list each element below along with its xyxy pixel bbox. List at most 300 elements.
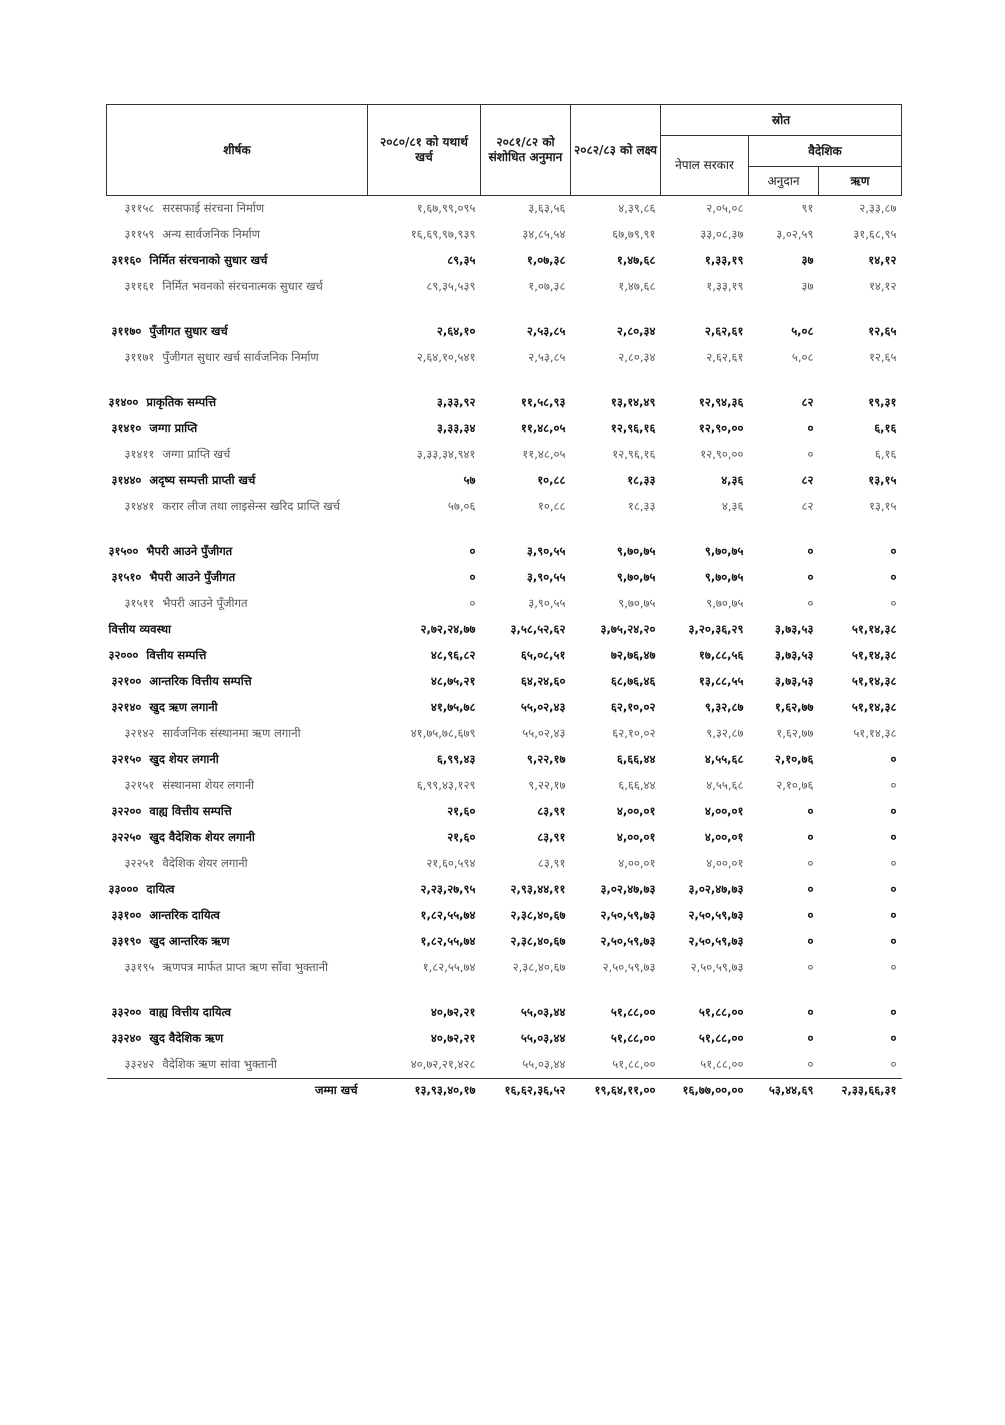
row-code: ३१४४० bbox=[111, 473, 142, 487]
row-code: ३३००० bbox=[108, 882, 139, 896]
cell-foreign-grant: १,६२,७७ bbox=[774, 700, 814, 714]
cell-target: ६८,७६,४६ bbox=[610, 674, 656, 688]
cell-revised-estimate: ३,५८,५२,६२ bbox=[510, 622, 566, 636]
cell-foreign-grant: ० bbox=[807, 804, 814, 818]
cell-foreign-grant: ० bbox=[807, 830, 814, 844]
cell-nepal-government: २,५०,५९,७३ bbox=[690, 960, 744, 974]
cell-target: १,४७,६८ bbox=[618, 279, 656, 293]
cell-foreign-grant: ० bbox=[807, 882, 814, 896]
cell-foreign-grant: ० bbox=[807, 421, 814, 435]
table-row bbox=[107, 721, 902, 747]
table-row bbox=[107, 955, 902, 1000]
cell-revised-estimate: ११,४८,०५ bbox=[522, 447, 566, 461]
cell-nepal-government: ५१,८८,०० bbox=[700, 1057, 744, 1071]
row-heading bbox=[107, 721, 368, 747]
cell-target: ९,७०,७५ bbox=[616, 544, 656, 558]
cell-target: ४,००,०१ bbox=[616, 830, 656, 844]
row-title: पुँजीगत सुधार खर्च bbox=[149, 324, 228, 338]
cell-revised-estimate: ५५,०२,४३ bbox=[522, 726, 566, 740]
table-row bbox=[107, 345, 902, 390]
cell-nepal-government: १,३३,१९ bbox=[706, 279, 744, 293]
cell-nepal-government: ९,७०,७५ bbox=[706, 596, 744, 610]
cell-actual-expense: २१,६०,५९४ bbox=[426, 856, 476, 870]
cell-actual-expense: ४८,७५,२१ bbox=[430, 674, 476, 688]
cell-target: ४,००,०१ bbox=[616, 804, 656, 818]
cell-revised-estimate: २,३८,४०,६७ bbox=[512, 960, 566, 974]
table-row bbox=[107, 442, 902, 468]
cell-actual-expense: ४१,७५,७८ bbox=[430, 700, 476, 714]
cell-nepal-government: २,६२,६१ bbox=[704, 324, 744, 338]
cell-revised-estimate: ३,९०,५५ bbox=[528, 596, 566, 610]
table-row bbox=[107, 669, 902, 695]
row-code: ३२२५० bbox=[111, 830, 142, 844]
cell-target: ७२,७६,४७ bbox=[610, 648, 656, 662]
cell-target: ५१,८८,०० bbox=[612, 1057, 656, 1071]
cell-foreign-grant: ३७ bbox=[801, 279, 814, 293]
table-row bbox=[107, 617, 902, 643]
row-code: ३१५१० bbox=[111, 570, 142, 584]
row-heading bbox=[107, 851, 368, 877]
row-heading bbox=[107, 825, 368, 851]
cell-target: ६,६६,४४ bbox=[618, 778, 656, 792]
cell-foreign-loan: ० bbox=[890, 1005, 897, 1019]
cell-foreign-loan: १३,१५ bbox=[868, 499, 897, 513]
row-heading bbox=[107, 494, 368, 539]
cell-target: २,५०,५९,७३ bbox=[602, 960, 656, 974]
table-row bbox=[107, 494, 902, 539]
cell-foreign-loan: १४,१२ bbox=[868, 253, 897, 267]
cell-target: ९,७०,७५ bbox=[618, 596, 656, 610]
table-row bbox=[107, 773, 902, 799]
table-row bbox=[107, 877, 902, 903]
row-heading bbox=[107, 248, 368, 274]
cell-nepal-government: ४,३६ bbox=[721, 499, 744, 513]
table-row bbox=[107, 643, 902, 669]
row-heading bbox=[107, 1000, 368, 1026]
table-row bbox=[107, 591, 902, 617]
row-code: ३२१५० bbox=[111, 752, 142, 766]
cell-target: २,५०,५९,७३ bbox=[600, 908, 656, 922]
row-heading bbox=[107, 345, 368, 390]
row-code: ३११६१ bbox=[124, 279, 155, 293]
cell-foreign-loan: ० bbox=[890, 752, 897, 766]
cell-revised-estimate: २,३८,४०,६७ bbox=[510, 934, 566, 948]
cell-foreign-loan: ५१,१४,३८ bbox=[853, 726, 897, 740]
cell-foreign-grant: ० bbox=[807, 544, 814, 558]
cell-nepal-government: १२,९०,०० bbox=[700, 447, 744, 461]
cell-revised-estimate: ३,९०,५५ bbox=[526, 570, 566, 584]
row-title: वित्तीय व्यवस्था bbox=[108, 622, 172, 636]
header-grant: अनुदान bbox=[749, 167, 819, 196]
row-heading bbox=[107, 274, 368, 319]
row-heading bbox=[107, 390, 368, 416]
cell-foreign-grant: ९१ bbox=[801, 201, 814, 215]
cell-foreign-loan: ६,१६ bbox=[874, 421, 897, 435]
row-code: ३२१४० bbox=[111, 700, 142, 714]
cell-actual-expense: ३,३३,९२ bbox=[436, 395, 476, 409]
table-row bbox=[107, 695, 902, 721]
cell-foreign-grant: ० bbox=[807, 960, 814, 974]
cell-revised-estimate: ३४,८५,५४ bbox=[522, 227, 566, 241]
header-loan: ऋण bbox=[819, 167, 902, 196]
row-code: ३१४४१ bbox=[124, 499, 155, 513]
row-heading bbox=[107, 955, 368, 1000]
total-target: १९,६४,११,०० bbox=[571, 1079, 661, 1105]
row-heading bbox=[107, 643, 368, 669]
row-heading bbox=[107, 669, 368, 695]
cell-target: १३,१४,४९ bbox=[610, 395, 656, 409]
cell-foreign-loan: १२,६५ bbox=[868, 324, 897, 338]
cell-foreign-loan: २,३३,८७ bbox=[859, 201, 897, 215]
cell-foreign-loan: ५१,१४,३८ bbox=[851, 700, 897, 714]
row-title: निर्मित भवनको संरचनात्मक सुधार खर्च bbox=[162, 279, 323, 293]
cell-nepal-government: ४,००,०१ bbox=[704, 830, 744, 844]
row-heading bbox=[107, 319, 368, 345]
cell-foreign-loan: ५१,१४,३८ bbox=[851, 622, 897, 636]
cell-foreign-grant: ० bbox=[807, 447, 814, 461]
cell-foreign-loan: ५१,१४,३८ bbox=[851, 648, 897, 662]
cell-foreign-grant: ० bbox=[807, 1057, 814, 1071]
cell-target: १२,९६,१६ bbox=[612, 447, 656, 461]
cell-actual-expense: ८९,३५,५३९ bbox=[426, 279, 476, 293]
row-heading bbox=[107, 799, 368, 825]
cell-revised-estimate: ११,४८,०५ bbox=[520, 421, 566, 435]
cell-nepal-government: २,०५,०८ bbox=[706, 201, 744, 215]
cell-actual-expense: १,८२,५५,७४ bbox=[420, 934, 476, 948]
cell-revised-estimate: ३,६३,५६ bbox=[528, 201, 566, 215]
total-actual-expense: १३,९३,४०,१७ bbox=[368, 1079, 481, 1105]
table-row bbox=[107, 929, 902, 955]
cell-foreign-loan: १३,१५ bbox=[868, 473, 897, 487]
cell-nepal-government: ४,५५,६८ bbox=[704, 752, 744, 766]
cell-foreign-grant: ० bbox=[807, 596, 814, 610]
cell-nepal-government: २,५०,५९,७३ bbox=[688, 908, 744, 922]
row-title: जग्गा प्राप्ति bbox=[149, 421, 198, 435]
cell-nepal-government: ९,७०,७५ bbox=[704, 570, 744, 584]
cell-actual-expense: ० bbox=[469, 570, 476, 584]
cell-actual-expense: ५७,०६ bbox=[447, 499, 476, 513]
cell-nepal-government: ४,००,०१ bbox=[704, 804, 744, 818]
row-heading bbox=[107, 695, 368, 721]
cell-revised-estimate: ८३,९१ bbox=[537, 830, 566, 844]
cell-revised-estimate: १०,८८ bbox=[537, 499, 566, 513]
cell-actual-expense: ३,३३,३४ bbox=[436, 421, 476, 435]
cell-foreign-grant: ५,०८ bbox=[791, 324, 814, 338]
cell-foreign-grant: ० bbox=[807, 908, 814, 922]
row-title: खुद वैदेशिक ऋण bbox=[149, 1031, 224, 1045]
cell-foreign-loan: ६,१६ bbox=[874, 447, 897, 461]
row-title: खुद आन्तरिक ऋण bbox=[149, 934, 230, 948]
row-title: दायित्व bbox=[146, 882, 175, 896]
cell-actual-expense: ८९,३५ bbox=[447, 253, 476, 267]
row-title: भैपरी आउने पुँजीगत bbox=[149, 570, 236, 584]
table-row bbox=[107, 799, 902, 825]
table-row bbox=[107, 1026, 902, 1052]
row-code: ३३२४२ bbox=[124, 1057, 155, 1071]
cell-revised-estimate: २,५३,८५ bbox=[528, 350, 566, 364]
cell-actual-expense: २,७२,२४,७७ bbox=[420, 622, 476, 636]
row-heading bbox=[107, 591, 368, 617]
row-code: ३१५०० bbox=[108, 544, 139, 558]
table-row bbox=[107, 1052, 902, 1079]
cell-target: ६७,७९,९१ bbox=[612, 227, 656, 241]
cell-revised-estimate: १०,८८ bbox=[537, 473, 566, 487]
header-foreign: वैदेशिक bbox=[749, 136, 902, 167]
row-heading bbox=[107, 747, 368, 773]
cell-actual-expense: २१,६० bbox=[447, 830, 476, 844]
row-title: भैपरी आउने पुँजीगत bbox=[146, 544, 233, 558]
cell-nepal-government: १२,९०,०० bbox=[698, 421, 744, 435]
cell-target: २,८०,३४ bbox=[616, 324, 656, 338]
row-code: ३२१०० bbox=[111, 674, 142, 688]
row-title: संस्थानमा शेयर लगानी bbox=[162, 778, 255, 792]
cell-nepal-government: २,६२,६१ bbox=[706, 350, 744, 364]
cell-nepal-government: ४,००,०१ bbox=[706, 856, 744, 870]
row-title: सरसफाई संरचना निर्माण bbox=[162, 201, 265, 215]
cell-nepal-government: ३,२०,३६,२९ bbox=[688, 622, 744, 636]
table-row bbox=[107, 222, 902, 248]
cell-revised-estimate: १,०७,३८ bbox=[528, 279, 566, 293]
total-foreign-grant: ५३,४४,६९ bbox=[749, 1079, 819, 1105]
cell-target: २,५०,५९,७३ bbox=[600, 934, 656, 948]
row-heading bbox=[107, 222, 368, 248]
cell-target: १८,३३ bbox=[627, 499, 656, 513]
cell-nepal-government: ५१,८८,०० bbox=[698, 1005, 744, 1019]
cell-actual-expense: ४१,७५,७८,६७९ bbox=[410, 726, 476, 740]
cell-revised-estimate: ८३,९१ bbox=[537, 856, 566, 870]
cell-foreign-grant: ० bbox=[807, 1005, 814, 1019]
cell-foreign-grant: ८२ bbox=[801, 499, 814, 513]
cell-target: ४,३९,८६ bbox=[618, 201, 656, 215]
cell-revised-estimate: १,०७,३८ bbox=[526, 253, 566, 267]
cell-target: ६२,१०,०२ bbox=[610, 700, 656, 714]
cell-foreign-loan: ० bbox=[890, 856, 897, 870]
row-title: पुँजीगत सुधार खर्च सार्वजनिक निर्माण bbox=[162, 350, 319, 364]
row-code: ३११७१ bbox=[124, 350, 155, 364]
cell-actual-expense: २,६४,१० bbox=[436, 324, 476, 338]
cell-foreign-loan: ० bbox=[890, 1031, 897, 1045]
row-code: ३२१५१ bbox=[124, 778, 155, 792]
cell-foreign-loan: ० bbox=[890, 596, 897, 610]
cell-actual-expense: २,६४,१०,५४१ bbox=[416, 350, 476, 364]
cell-actual-expense: ४०,७२,२१,४२८ bbox=[410, 1057, 476, 1071]
cell-foreign-loan: ३१,६८,९५ bbox=[853, 227, 897, 241]
total-revised-estimate: १६,६२,३६,५२ bbox=[481, 1079, 571, 1105]
cell-nepal-government: ३,०२,४७,७३ bbox=[688, 882, 744, 896]
cell-revised-estimate: ५५,०२,४३ bbox=[520, 700, 566, 714]
table-row bbox=[107, 825, 902, 851]
row-code: ३११५८ bbox=[124, 201, 155, 215]
cell-foreign-loan: १४,१२ bbox=[868, 279, 897, 293]
cell-actual-expense: २,२३,२७,९५ bbox=[420, 882, 476, 896]
row-code: ३११७० bbox=[111, 324, 142, 338]
table-row bbox=[107, 539, 902, 565]
row-heading bbox=[107, 1052, 368, 1079]
row-title: निर्मित संरचनाको सुधार खर्च bbox=[149, 253, 268, 267]
cell-revised-estimate: ३,९०,५५ bbox=[526, 544, 566, 558]
cell-nepal-government: १३,८८,५५ bbox=[698, 674, 744, 688]
row-title: आन्तरिक वित्तीय सम्पत्ति bbox=[149, 674, 252, 688]
cell-foreign-grant: ३,७३,५३ bbox=[774, 648, 814, 662]
cell-revised-estimate: २,९३,४४,११ bbox=[510, 882, 566, 896]
cell-actual-expense: १६,६९,९७,९३९ bbox=[410, 227, 476, 241]
cell-target: ४,००,०१ bbox=[618, 856, 656, 870]
row-code: ३१४१० bbox=[111, 421, 142, 435]
table-row bbox=[107, 903, 902, 929]
row-code: ३१४०० bbox=[108, 395, 139, 409]
cell-foreign-grant: ३,०२,५९ bbox=[776, 227, 814, 241]
cell-revised-estimate: ५५,०३,४४ bbox=[520, 1031, 566, 1045]
cell-actual-expense: २१,६० bbox=[447, 804, 476, 818]
row-code: ३३१९० bbox=[111, 934, 142, 948]
cell-actual-expense: ६,९९,४३,१२९ bbox=[416, 778, 476, 792]
table-body bbox=[107, 196, 902, 1105]
cell-revised-estimate: ६४,२४,६० bbox=[520, 674, 566, 688]
table-row bbox=[107, 196, 902, 223]
row-code: ३११५९ bbox=[124, 227, 155, 241]
cell-foreign-loan: ० bbox=[890, 544, 897, 558]
row-title: वाह्य वित्तीय सम्पत्ति bbox=[149, 804, 232, 818]
cell-actual-expense: ४८,९६,८२ bbox=[430, 648, 476, 662]
budget-table bbox=[106, 104, 902, 1104]
cell-foreign-grant: ० bbox=[807, 1031, 814, 1045]
cell-foreign-loan: ० bbox=[890, 570, 897, 584]
table-row bbox=[107, 248, 902, 274]
cell-target: ३,७५,२४,२० bbox=[600, 622, 656, 636]
cell-foreign-grant: ० bbox=[807, 570, 814, 584]
cell-revised-estimate: २,३८,४०,६७ bbox=[510, 908, 566, 922]
row-heading bbox=[107, 877, 368, 903]
table-header bbox=[107, 105, 902, 196]
row-heading bbox=[107, 773, 368, 799]
cell-nepal-government: १२,९४,३६ bbox=[698, 395, 744, 409]
header-nepal-government: नेपाल सरकार bbox=[661, 136, 749, 196]
cell-foreign-loan: ० bbox=[890, 1057, 897, 1071]
header-actual-expense: २०८०/८१ को यथार्थ खर्च bbox=[368, 105, 481, 196]
row-title: वैदेशिक शेयर लगानी bbox=[162, 856, 248, 870]
cell-actual-expense: ० bbox=[469, 544, 476, 558]
table-row bbox=[107, 851, 902, 877]
row-title: अदृष्य सम्पत्ती प्राप्ती खर्च bbox=[149, 473, 256, 487]
row-title: खुद ऋण लगानी bbox=[149, 700, 218, 714]
cell-actual-expense: १,८२,५५,७४ bbox=[420, 908, 476, 922]
cell-nepal-government: ५१,८८,०० bbox=[698, 1031, 744, 1045]
row-code: ३२२५१ bbox=[124, 856, 155, 870]
row-title: भैपरी आउने पूँजीगत bbox=[162, 596, 248, 610]
cell-foreign-grant: १,६२,७७ bbox=[776, 726, 814, 740]
cell-actual-expense: ३,३३,३४,९४१ bbox=[416, 447, 476, 461]
total-nepal-government: १६,७७,००,०० bbox=[661, 1079, 749, 1105]
row-heading bbox=[107, 196, 368, 223]
header-target: २०८२/८३ को लक्ष्य bbox=[571, 105, 661, 196]
cell-foreign-loan: ० bbox=[890, 934, 897, 948]
header-revised-estimate: २०८१/८२ को संशोधित अनुमान bbox=[481, 105, 571, 196]
row-title: खुद शेयर लगानी bbox=[149, 752, 219, 766]
cell-nepal-government: ९,७०,७५ bbox=[704, 544, 744, 558]
row-heading bbox=[107, 929, 368, 955]
cell-foreign-grant: ३७ bbox=[801, 253, 814, 267]
row-title: वित्तीय सम्पत्ति bbox=[146, 648, 207, 662]
row-title: करार लीज तथा लाइसेन्स खरिद प्राप्ति खर्च bbox=[162, 499, 340, 513]
row-heading bbox=[107, 565, 368, 591]
cell-foreign-grant: ३,७३,५३ bbox=[774, 622, 814, 636]
row-heading bbox=[107, 617, 368, 643]
row-title: ऋणपत्र मार्फत प्राप्त ऋण साँवा भुक्तानी bbox=[162, 960, 328, 974]
cell-foreign-grant: ५,०८ bbox=[791, 350, 814, 364]
row-title: प्राकृतिक सम्पत्ति bbox=[146, 395, 217, 409]
cell-revised-estimate: ५५,०३,४४ bbox=[520, 1005, 566, 1019]
cell-foreign-grant: २,१०,७६ bbox=[776, 778, 814, 792]
cell-foreign-loan: ० bbox=[890, 804, 897, 818]
row-code: ३३१९५ bbox=[124, 960, 155, 974]
cell-actual-expense: १,६७,९९,०९५ bbox=[416, 201, 476, 215]
cell-foreign-grant: २,१०,७६ bbox=[774, 752, 814, 766]
row-code: ३२००० bbox=[108, 648, 139, 662]
row-code: ३१४११ bbox=[124, 447, 155, 461]
cell-nepal-government: १,३३,१९ bbox=[704, 253, 744, 267]
cell-revised-estimate: ९,२२,१७ bbox=[526, 752, 566, 766]
table-row bbox=[107, 747, 902, 773]
cell-nepal-government: ४,३६ bbox=[721, 473, 744, 487]
row-title: जग्गा प्राप्ति खर्च bbox=[162, 447, 231, 461]
cell-revised-estimate: २,५३,८५ bbox=[526, 324, 566, 338]
cell-foreign-loan: ० bbox=[890, 830, 897, 844]
row-code: ३३१०० bbox=[111, 908, 142, 922]
cell-actual-expense: ५७ bbox=[463, 473, 476, 487]
cell-actual-expense: ४०,७२,२१ bbox=[430, 1031, 476, 1045]
row-title: अन्य सार्वजनिक निर्माण bbox=[162, 227, 260, 241]
total-label: जम्मा खर्च bbox=[107, 1079, 368, 1105]
cell-foreign-loan: १९,३१ bbox=[868, 395, 897, 409]
row-code: ३३२४० bbox=[111, 1031, 142, 1045]
row-title: आन्तरिक दायित्व bbox=[149, 908, 220, 922]
cell-actual-expense: ० bbox=[469, 596, 476, 610]
cell-foreign-loan: ५१,१४,३८ bbox=[851, 674, 897, 688]
cell-foreign-loan: ० bbox=[890, 960, 897, 974]
cell-revised-estimate: ८३,९१ bbox=[537, 804, 566, 818]
cell-foreign-loan: ० bbox=[890, 882, 897, 896]
cell-nepal-government: ९,३२,८७ bbox=[706, 726, 744, 740]
cell-revised-estimate: ९,२२,१७ bbox=[528, 778, 566, 792]
row-title: खुद वैदेशिक शेयर लगानी bbox=[149, 830, 255, 844]
cell-target: ५१,८८,०० bbox=[610, 1005, 656, 1019]
row-heading bbox=[107, 416, 368, 442]
cell-nepal-government: १७,८८,५६ bbox=[698, 648, 744, 662]
cell-foreign-grant: ० bbox=[807, 856, 814, 870]
cell-nepal-government: ४,५५,६८ bbox=[706, 778, 744, 792]
table-row bbox=[107, 319, 902, 345]
table-row bbox=[107, 565, 902, 591]
table-row bbox=[107, 274, 902, 319]
total-row bbox=[107, 1079, 902, 1105]
cell-foreign-grant: ८२ bbox=[801, 473, 814, 487]
cell-foreign-grant: ८२ bbox=[801, 395, 814, 409]
cell-nepal-government: २,५०,५९,७३ bbox=[688, 934, 744, 948]
cell-target: ६२,१०,०२ bbox=[612, 726, 656, 740]
row-heading bbox=[107, 539, 368, 565]
cell-revised-estimate: ६५,०८,५१ bbox=[520, 648, 566, 662]
cell-target: २,८०,३४ bbox=[618, 350, 656, 364]
row-heading bbox=[107, 442, 368, 468]
header-title: शीर्षक bbox=[107, 105, 368, 196]
cell-revised-estimate: ५५,०३,४४ bbox=[522, 1057, 566, 1071]
cell-actual-expense: ६,९९,४३ bbox=[436, 752, 476, 766]
total-foreign-loan: २,३३,६६,३१ bbox=[819, 1079, 902, 1105]
cell-target: ९,७०,७५ bbox=[616, 570, 656, 584]
cell-foreign-loan: १२,६५ bbox=[868, 350, 897, 364]
table-row bbox=[107, 1000, 902, 1026]
cell-target: १२,९६,१६ bbox=[610, 421, 656, 435]
